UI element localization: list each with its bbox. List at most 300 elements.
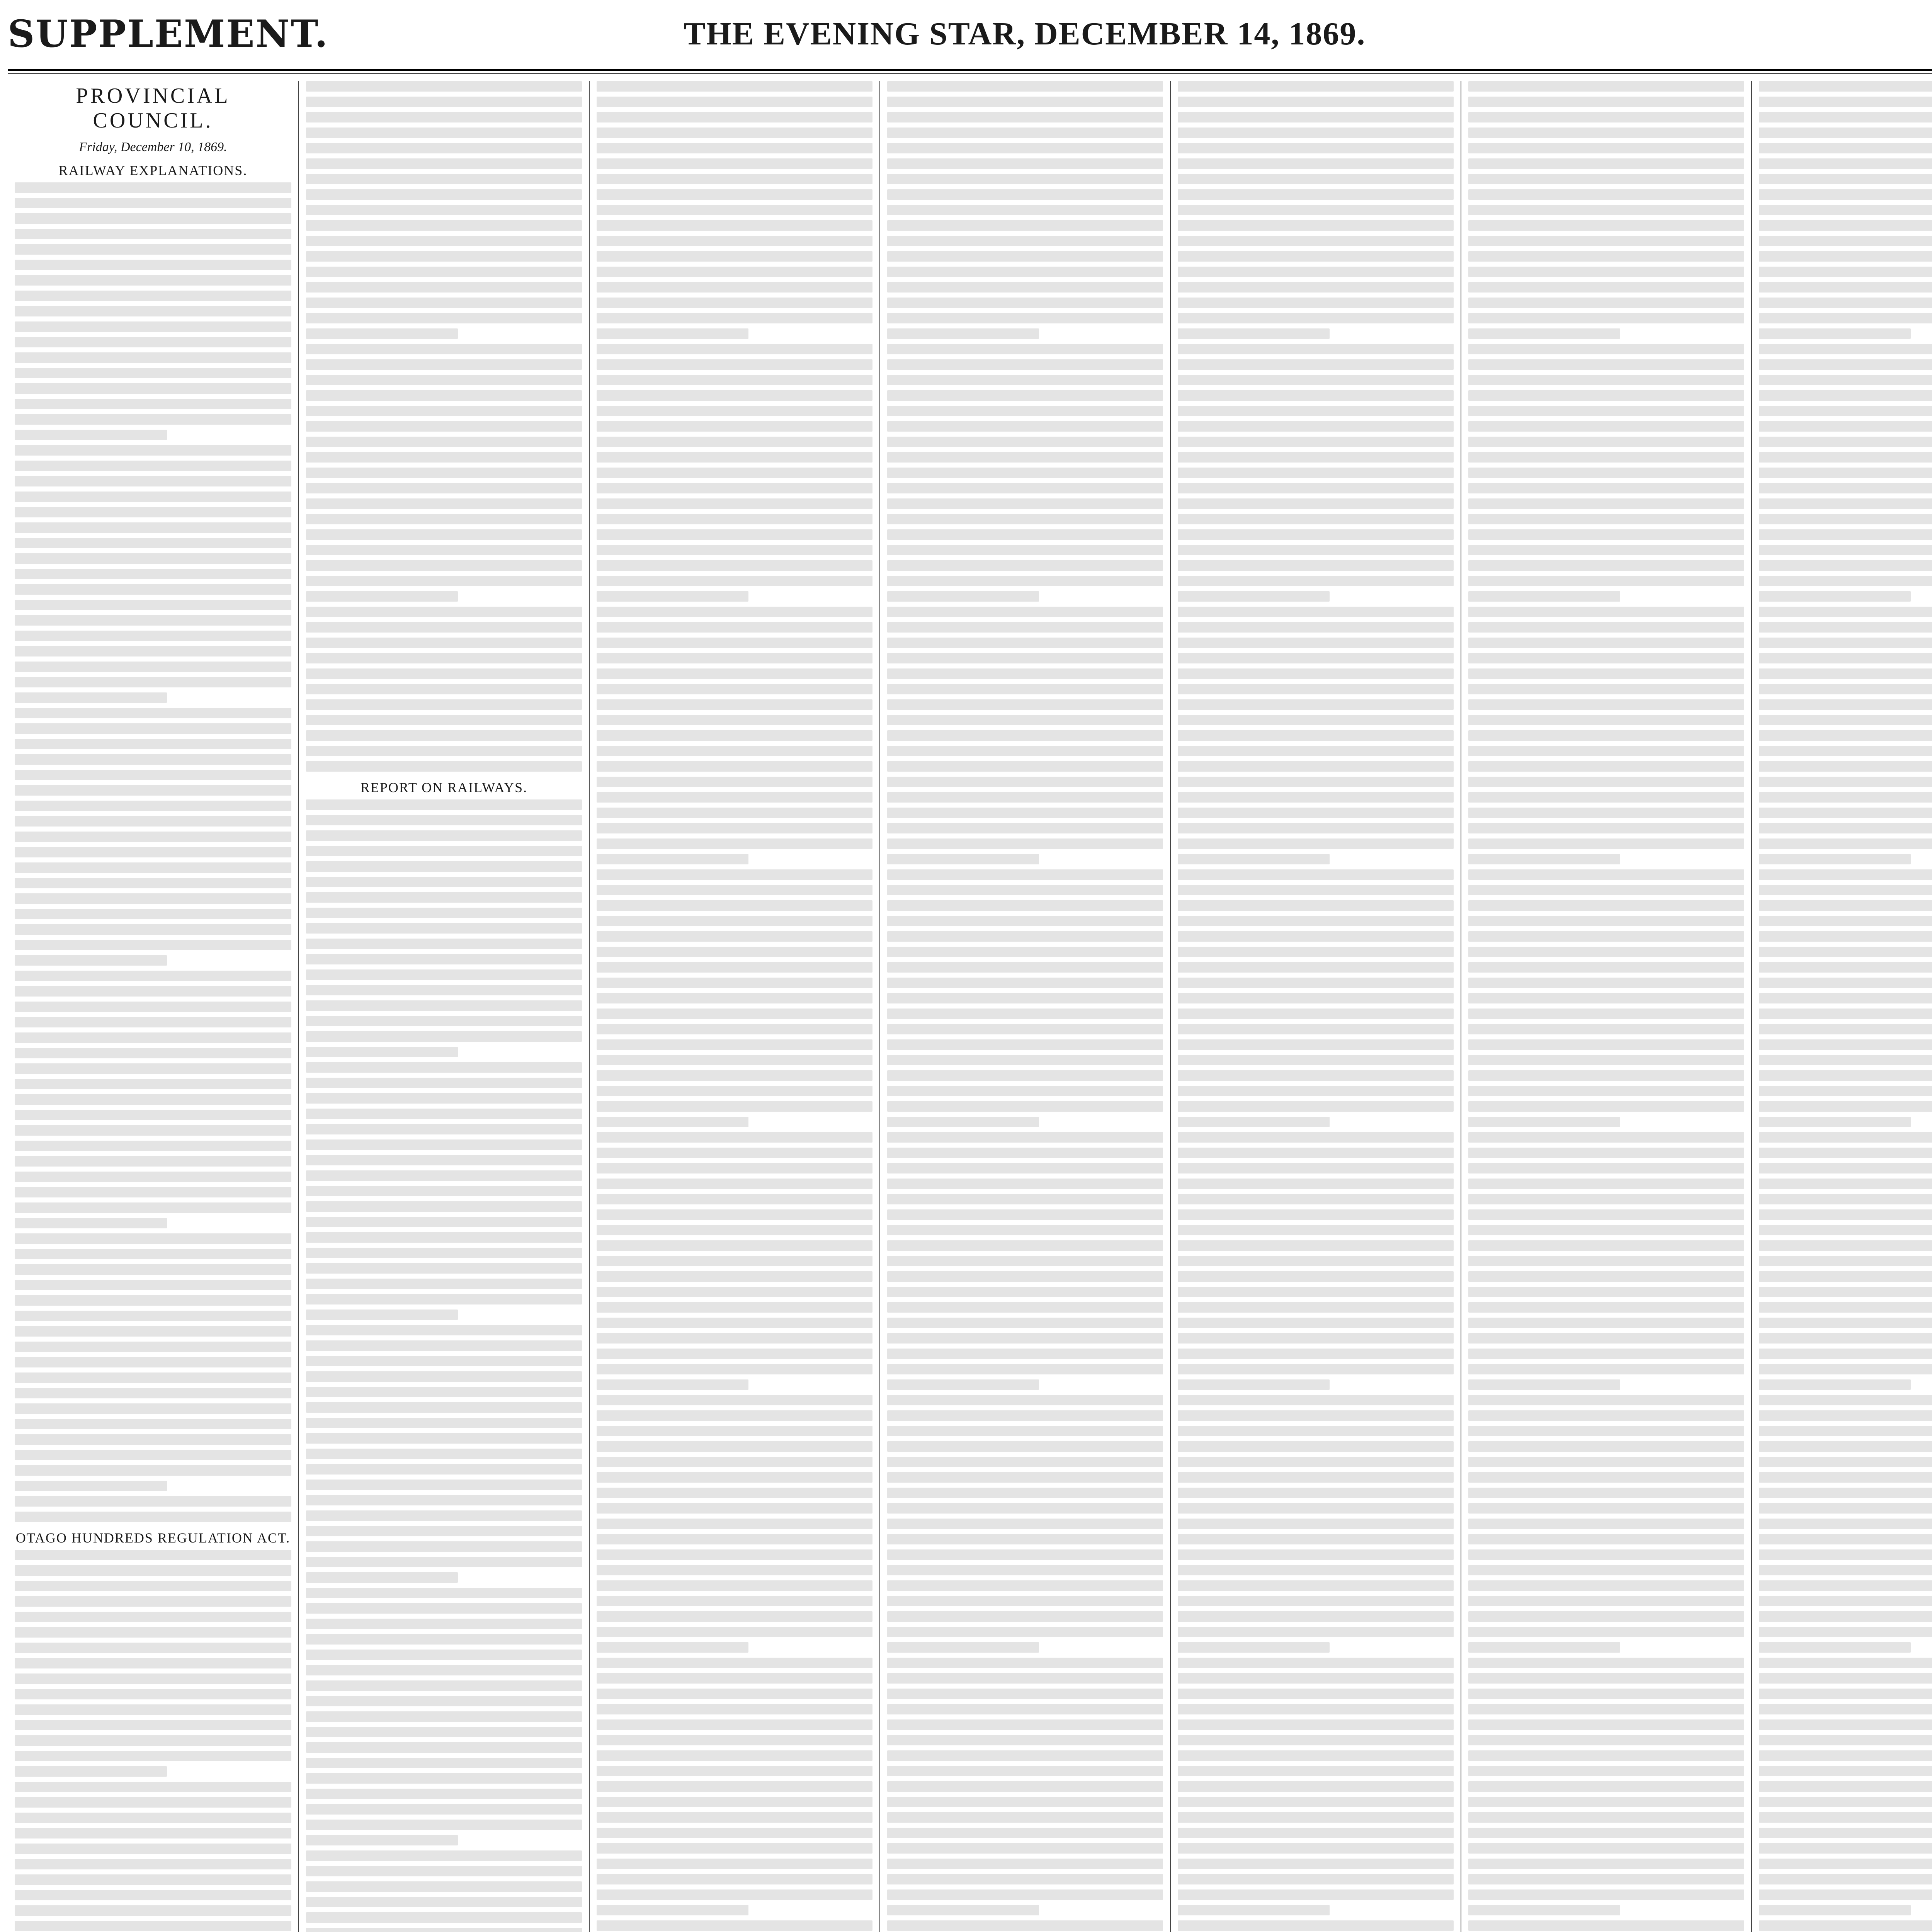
placeholder-line	[1759, 1148, 1932, 1158]
placeholder-line	[1468, 545, 1744, 555]
placeholder-line	[306, 406, 582, 416]
placeholder-line	[1178, 406, 1454, 416]
placeholder-line	[1178, 112, 1454, 122]
placeholder-line	[1468, 730, 1744, 741]
placeholder-line	[1178, 313, 1454, 323]
placeholder-line	[597, 746, 872, 756]
placeholder-line	[597, 406, 872, 416]
placeholder-line	[887, 746, 1163, 756]
placeholder-line	[1759, 390, 1932, 401]
placeholder-line	[597, 1132, 872, 1143]
placeholder-line	[15, 924, 291, 935]
placeholder-line	[1759, 406, 1932, 416]
placeholder-line	[1759, 267, 1932, 277]
placeholder-line	[597, 1318, 872, 1328]
placeholder-line	[1759, 282, 1932, 293]
placeholder-line	[597, 1596, 872, 1606]
placeholder-line	[1178, 1039, 1454, 1050]
placeholder-line	[597, 792, 872, 803]
placeholder-line	[306, 622, 582, 633]
placeholder-line	[306, 954, 582, 964]
placeholder-line	[306, 1711, 582, 1722]
placeholder-line	[887, 699, 1163, 710]
placeholder-line	[306, 81, 582, 92]
placeholder-line	[597, 1179, 872, 1189]
placeholder-line	[887, 869, 1163, 880]
placeholder-line	[1759, 205, 1932, 215]
placeholder-line	[1178, 498, 1454, 509]
placeholder-line	[1759, 1781, 1932, 1792]
placeholder-line	[1759, 1024, 1932, 1034]
placeholder-line	[1759, 638, 1932, 648]
placeholder-line	[887, 1101, 1163, 1112]
placeholder-line	[15, 260, 291, 270]
placeholder-line	[1468, 1163, 1744, 1173]
placeholder-line	[1468, 1781, 1744, 1792]
placeholder-line	[1468, 1395, 1744, 1405]
placeholder-line	[1468, 1750, 1744, 1761]
placeholder-line	[306, 390, 582, 401]
placeholder-line	[597, 1256, 872, 1266]
placeholder-line	[887, 128, 1163, 138]
placeholder-line	[597, 390, 872, 401]
placeholder-line	[1178, 1225, 1454, 1235]
placeholder-line	[15, 1735, 291, 1746]
placeholder-line	[887, 1395, 1163, 1405]
placeholder-line	[306, 638, 582, 648]
placeholder-line	[1468, 1766, 1744, 1776]
placeholder-line	[1759, 761, 1932, 772]
article-columns	[8, 81, 1932, 1932]
placeholder-line	[1178, 483, 1454, 493]
placeholder-line	[597, 947, 872, 957]
placeholder-line	[1178, 1410, 1454, 1421]
placeholder-line	[887, 1318, 1163, 1328]
placeholder-line	[1759, 1302, 1932, 1313]
placeholder-line	[306, 1804, 582, 1815]
placeholder-line	[15, 1450, 291, 1460]
placeholder-line	[1468, 1070, 1744, 1081]
placeholder-line	[887, 1009, 1163, 1019]
placeholder-line	[306, 892, 582, 903]
placeholder-line	[15, 569, 291, 579]
placeholder-line	[15, 1202, 291, 1213]
placeholder-line	[15, 291, 291, 301]
placeholder-line	[15, 414, 291, 425]
placeholder-line	[1178, 1766, 1454, 1776]
placeholder-line	[306, 1526, 582, 1536]
placeholder-line	[887, 1812, 1163, 1823]
placeholder-line	[1468, 1349, 1744, 1359]
placeholder-line	[1468, 1488, 1744, 1498]
placeholder-line	[597, 1240, 872, 1251]
placeholder-line	[1759, 1596, 1932, 1606]
placeholder-line	[1178, 746, 1454, 756]
placeholder-line	[1759, 653, 1932, 663]
placeholder-line	[15, 1187, 291, 1197]
placeholder-line	[15, 909, 291, 919]
placeholder-line	[306, 1031, 582, 1042]
placeholder-line	[15, 1565, 291, 1576]
placeholder-line	[1759, 1179, 1932, 1189]
placeholder-line	[887, 1719, 1163, 1730]
placeholder-line	[597, 1534, 872, 1544]
placeholder-line	[1759, 1426, 1932, 1436]
placeholder-line	[1759, 189, 1932, 200]
placeholder-line	[1468, 1472, 1744, 1483]
placeholder-line	[1759, 1750, 1932, 1761]
placeholder-line	[1178, 143, 1454, 153]
placeholder-line	[1759, 359, 1932, 370]
placeholder-line	[1178, 622, 1454, 633]
placeholder-line	[887, 1627, 1163, 1637]
placeholder-line	[887, 220, 1163, 231]
placeholder-line	[306, 1279, 582, 1289]
placeholder-line	[597, 468, 872, 478]
placeholder-line	[887, 947, 1163, 957]
placeholder-line	[1759, 220, 1932, 231]
placeholder-line	[887, 1070, 1163, 1081]
placeholder-line	[597, 514, 872, 524]
placeholder-line	[15, 1156, 291, 1167]
placeholder-line	[597, 359, 872, 370]
placeholder-line	[1468, 1055, 1744, 1065]
placeholder-line	[15, 522, 291, 533]
placeholder-line	[306, 1464, 582, 1475]
placeholder-line	[1759, 1549, 1932, 1560]
placeholder-line	[1468, 236, 1744, 246]
placeholder-line	[15, 1921, 291, 1931]
placeholder-line	[887, 1333, 1163, 1344]
placeholder-line	[1468, 468, 1744, 478]
sub-heading: REPORT ON RAILWAYS.	[360, 780, 528, 795]
placeholder-line	[597, 591, 748, 602]
placeholder-line	[15, 1094, 291, 1105]
placeholder-line	[887, 916, 1163, 926]
placeholder-line	[1468, 715, 1744, 725]
placeholder-line	[15, 1658, 291, 1668]
placeholder-line	[1759, 1673, 1932, 1684]
placeholder-line	[15, 662, 291, 672]
placeholder-line	[306, 1866, 582, 1876]
placeholder-line	[1178, 916, 1454, 926]
placeholder-line	[887, 1426, 1163, 1436]
sub-heading: OTAGO HUNDREDS REGULATION ACT.	[15, 1530, 291, 1546]
placeholder-line	[306, 699, 582, 710]
placeholder-line	[597, 143, 872, 153]
placeholder-line	[1468, 1117, 1620, 1127]
placeholder-line	[887, 1889, 1163, 1900]
placeholder-line	[306, 1093, 582, 1104]
placeholder-line	[887, 313, 1163, 323]
placeholder-line	[887, 962, 1163, 973]
placeholder-line	[887, 1086, 1163, 1096]
placeholder-line	[887, 1132, 1163, 1143]
placeholder-line	[1178, 359, 1454, 370]
placeholder-line	[597, 1503, 872, 1514]
placeholder-line	[1759, 1905, 1911, 1915]
placeholder-line	[15, 213, 291, 224]
placeholder-line	[597, 174, 872, 184]
placeholder-line	[1468, 607, 1744, 617]
placeholder-line	[15, 1264, 291, 1275]
placeholder-line	[597, 854, 748, 864]
placeholder-line	[597, 1812, 872, 1823]
placeholder-line	[597, 885, 872, 895]
placeholder-line	[1759, 668, 1932, 679]
placeholder-line	[306, 684, 582, 694]
placeholder-line	[887, 1828, 1163, 1838]
placeholder-line	[306, 1000, 582, 1011]
placeholder-line	[1759, 498, 1932, 509]
placeholder-line	[306, 1078, 582, 1088]
placeholder-line	[306, 560, 582, 571]
placeholder-line	[597, 1719, 872, 1730]
placeholder-line	[887, 560, 1163, 571]
placeholder-line	[1178, 1364, 1454, 1374]
placeholder-line	[1178, 1117, 1330, 1127]
placeholder-line	[887, 112, 1163, 122]
placeholder-line	[306, 1449, 582, 1459]
placeholder-line	[887, 792, 1163, 803]
placeholder-line	[15, 430, 167, 440]
placeholder-line	[597, 1519, 872, 1529]
placeholder-line	[1468, 854, 1620, 864]
placeholder-line	[597, 1101, 872, 1112]
placeholder-line	[1759, 1488, 1932, 1498]
placeholder-line	[1759, 514, 1932, 524]
placeholder-line	[1178, 777, 1454, 787]
placeholder-line	[1468, 483, 1744, 493]
placeholder-line	[1468, 1271, 1744, 1282]
placeholder-line	[15, 1581, 291, 1591]
placeholder-line	[1468, 1889, 1744, 1900]
placeholder-line	[1759, 1163, 1932, 1173]
placeholder-line	[306, 1820, 582, 1830]
placeholder-line	[887, 1565, 1163, 1575]
placeholder-line	[887, 1704, 1163, 1714]
placeholder-line	[597, 1039, 872, 1050]
placeholder-line	[1468, 313, 1744, 323]
placeholder-line	[1759, 158, 1932, 169]
placeholder-line	[1178, 838, 1454, 849]
placeholder-line	[1759, 885, 1932, 895]
placeholder-line	[306, 1418, 582, 1428]
placeholder-line	[597, 1874, 872, 1884]
placeholder-line	[1178, 560, 1454, 571]
placeholder-line	[1759, 792, 1932, 803]
placeholder-line	[15, 1342, 291, 1352]
placeholder-line	[597, 1565, 872, 1575]
placeholder-line	[1468, 838, 1744, 849]
placeholder-line	[1759, 529, 1932, 540]
placeholder-line	[15, 1403, 291, 1414]
placeholder-line	[1759, 452, 1932, 463]
placeholder-line	[1468, 1920, 1744, 1931]
placeholder-line	[1468, 406, 1744, 416]
placeholder-line	[1759, 978, 1932, 988]
placeholder-line	[306, 668, 582, 679]
placeholder-line	[1759, 1874, 1932, 1884]
placeholder-line	[887, 1163, 1163, 1173]
placeholder-line	[887, 1457, 1163, 1467]
placeholder-line	[887, 591, 1039, 602]
placeholder-line	[15, 1766, 167, 1777]
placeholder-line	[1178, 730, 1454, 741]
placeholder-line	[1468, 1426, 1744, 1436]
placeholder-line	[1178, 81, 1454, 92]
placeholder-line	[1759, 1379, 1911, 1390]
placeholder-line	[1759, 1472, 1932, 1483]
placeholder-line	[1178, 545, 1454, 555]
placeholder-line	[887, 854, 1039, 864]
placeholder-line	[1178, 885, 1454, 895]
placeholder-line	[1178, 1302, 1454, 1313]
placeholder-line	[1468, 1519, 1744, 1529]
placeholder-line	[1178, 1874, 1454, 1884]
placeholder-line	[15, 677, 291, 687]
placeholder-line	[1178, 1179, 1454, 1189]
placeholder-line	[15, 1496, 291, 1507]
placeholder-line	[1468, 1379, 1620, 1390]
placeholder-line	[1759, 869, 1932, 880]
placeholder-line	[597, 576, 872, 586]
placeholder-line	[887, 1024, 1163, 1034]
placeholder-line	[306, 1433, 582, 1444]
placeholder-line	[306, 1248, 582, 1258]
placeholder-line	[1178, 1534, 1454, 1544]
placeholder-line	[15, 1063, 291, 1074]
newspaper-title: THE EVENING STAR, DECEMBER 14, 1869.	[684, 15, 1366, 52]
placeholder-line	[15, 986, 291, 997]
placeholder-line	[306, 1572, 458, 1583]
placeholder-line	[15, 692, 167, 703]
placeholder-line	[306, 1557, 582, 1567]
placeholder-line	[15, 1874, 291, 1885]
placeholder-line	[1178, 1704, 1454, 1714]
placeholder-line	[887, 375, 1163, 385]
placeholder-line	[15, 445, 291, 456]
placeholder-line	[887, 1596, 1163, 1606]
placeholder-line	[1468, 1009, 1744, 1019]
placeholder-line	[306, 545, 582, 555]
placeholder-line	[597, 808, 872, 818]
placeholder-line	[1178, 931, 1454, 942]
placeholder-line	[1178, 1565, 1454, 1575]
placeholder-line	[15, 1905, 291, 1916]
placeholder-line	[1759, 328, 1911, 339]
placeholder-line	[1178, 174, 1454, 184]
placeholder-line	[887, 1673, 1163, 1684]
placeholder-line	[597, 1549, 872, 1560]
placeholder-line	[306, 861, 582, 872]
placeholder-line	[887, 777, 1163, 787]
placeholder-line	[1468, 1596, 1744, 1606]
placeholder-line	[597, 205, 872, 215]
placeholder-line	[15, 337, 291, 347]
placeholder-line	[1178, 1194, 1454, 1204]
placeholder-line	[1468, 978, 1744, 988]
placeholder-line	[887, 1271, 1163, 1282]
placeholder-line	[1468, 514, 1744, 524]
placeholder-line	[887, 437, 1163, 447]
placeholder-line	[597, 112, 872, 122]
placeholder-line	[306, 375, 582, 385]
placeholder-line	[1759, 1735, 1932, 1745]
placeholder-line	[1468, 81, 1744, 92]
placeholder-line	[15, 754, 291, 765]
placeholder-line	[597, 668, 872, 679]
placeholder-line	[1759, 947, 1932, 957]
placeholder-line	[15, 1481, 167, 1491]
placeholder-line	[887, 452, 1163, 463]
placeholder-line	[1178, 607, 1454, 617]
placeholder-line	[1178, 344, 1454, 354]
placeholder-line	[887, 1905, 1039, 1915]
placeholder-line	[1468, 437, 1744, 447]
placeholder-line	[887, 529, 1163, 540]
placeholder-line	[887, 1256, 1163, 1266]
placeholder-line	[887, 1441, 1163, 1452]
placeholder-line	[1178, 328, 1330, 339]
placeholder-line	[1468, 1209, 1744, 1220]
placeholder-line	[306, 189, 582, 200]
placeholder-line	[1759, 1410, 1932, 1421]
placeholder-line	[306, 1928, 582, 1932]
placeholder-line	[15, 1079, 291, 1089]
placeholder-line	[1468, 1828, 1744, 1838]
placeholder-line	[597, 900, 872, 911]
placeholder-line	[15, 1110, 291, 1120]
placeholder-line	[306, 1124, 582, 1134]
placeholder-line	[887, 1611, 1163, 1622]
placeholder-line	[1178, 1719, 1454, 1730]
placeholder-line	[597, 916, 872, 926]
placeholder-line	[306, 1232, 582, 1243]
placeholder-line	[1468, 328, 1620, 339]
placeholder-line	[1178, 1132, 1454, 1143]
masthead-rule-thin	[8, 73, 1932, 74]
placeholder-line	[15, 1032, 291, 1043]
placeholder-line	[1178, 1920, 1454, 1931]
placeholder-line	[887, 1472, 1163, 1483]
placeholder-line	[1759, 854, 1911, 864]
placeholder-line	[1178, 869, 1454, 880]
masthead-rule	[8, 69, 1932, 71]
column-2	[298, 81, 589, 1932]
placeholder-line	[306, 1263, 582, 1274]
placeholder-line	[1468, 174, 1744, 184]
placeholder-line	[306, 1294, 582, 1304]
placeholder-line	[1468, 112, 1744, 122]
placeholder-line	[1178, 97, 1454, 107]
column-7	[1751, 81, 1932, 1932]
placeholder-line	[597, 1349, 872, 1359]
placeholder-line	[15, 1048, 291, 1058]
placeholder-line	[15, 1782, 291, 1792]
placeholder-line	[1759, 591, 1911, 602]
placeholder-line	[306, 1727, 582, 1737]
placeholder-line	[1759, 97, 1932, 107]
placeholder-line	[1759, 545, 1932, 555]
placeholder-line	[306, 112, 582, 122]
placeholder-line	[887, 1534, 1163, 1544]
placeholder-line	[15, 1002, 291, 1012]
placeholder-line	[1178, 947, 1454, 957]
placeholder-line	[1178, 1750, 1454, 1761]
placeholder-line	[306, 877, 582, 887]
placeholder-line	[887, 838, 1163, 849]
